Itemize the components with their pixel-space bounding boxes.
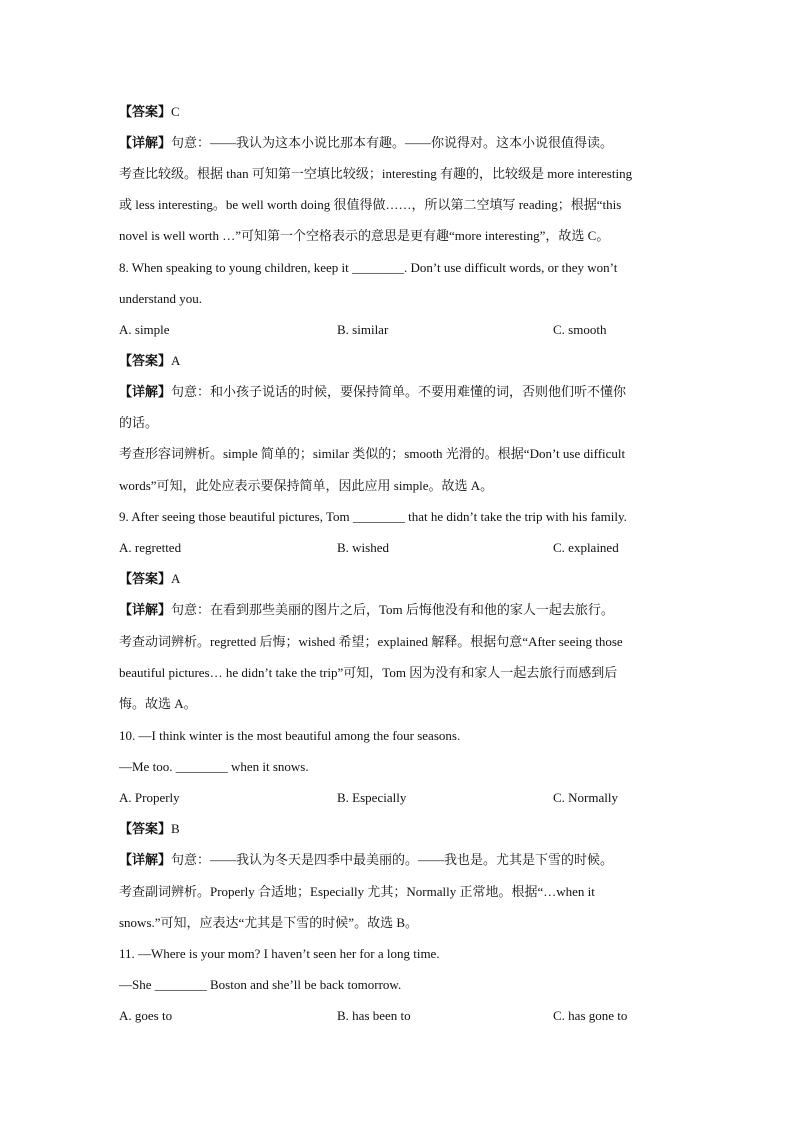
options-row-q8 — [0, 321, 794, 339]
option-c: C. Normally — [553, 790, 618, 805]
analysis-line: 或 less interesting。be well worth doing 很值得做……，所以第二空填写 reading；根据“this — [119, 197, 622, 212]
explain-tag: 【详解】 — [119, 852, 172, 867]
explain-tag: 【详解】 — [119, 384, 172, 399]
question-stem-q9: 9. After seeing those beautiful pictures, Tom ________ that he didn’t take the trip with his family. — [119, 509, 627, 524]
analysis-line: beautiful pictures… he didn’t take the trip”可知，Tom 因为没有和家人一起去旅行而感到后 — [119, 665, 618, 680]
options-row-q11 — [0, 1007, 794, 1025]
answer-value: B — [171, 821, 180, 836]
analysis-line: 考查动词辨析。regretted 后悔；wished 希望；explained 解释。根据句意“After seeing those — [119, 634, 623, 649]
analysis-line: 考查比较级。根据 than 可知第一空填比较级；interesting 有趣的，比较级是 more interesting — [119, 166, 633, 181]
answer-line-q7 — [119, 103, 180, 121]
answer-tag: 【答案】 — [119, 821, 172, 836]
explain-text: 句意：在看到那些美丽的图片之后，Tom 后悔他没有和他的家人一起去旅行。 — [171, 602, 614, 617]
explain-line-q10 — [119, 851, 613, 869]
explain-line-q9 — [119, 601, 614, 619]
explain-line-cont: 的话。 — [119, 415, 159, 430]
question-stem-q8-cont: understand you. — [119, 291, 203, 306]
answer-line-q8 — [119, 352, 180, 370]
option-a: A. simple — [119, 322, 170, 337]
option-c: C. has gone to — [553, 1008, 628, 1023]
answer-tag: 【答案】 — [119, 353, 172, 368]
explain-line-q7 — [119, 134, 613, 152]
analysis-line: novel is well worth …”可知第一个空格表示的意思是更有趣“more interesting”，故选 C。 — [119, 228, 610, 243]
option-b: B. has been to — [337, 1008, 411, 1023]
explain-tag: 【详解】 — [119, 602, 172, 617]
explain-text: 句意：和小孩子说话的时候，要保持简单。不要用难懂的词，否则他们听不懂你 — [171, 384, 627, 399]
option-b: B. similar — [337, 322, 389, 337]
analysis-line: 考查副词辨析。Properly 合适地；Especially 尤其；Normally 正常地。根据“…when it — [119, 884, 595, 899]
options-row-q9 — [0, 539, 794, 557]
question-stem-q10-cont: —Me too. ________ when it snows. — [119, 759, 309, 774]
question-stem-q8: 8. When speaking to young children, keep it ________. Don’t use difficult words, or they won’t — [119, 260, 618, 275]
options-row-q10 — [0, 789, 794, 807]
answer-tag: 【答案】 — [119, 104, 172, 119]
explain-text: 句意：——我认为冬天是四季中最美丽的。——我也是。尤其是下雪的时候。 — [171, 852, 614, 867]
option-b: B. Especially — [337, 790, 407, 805]
option-a: A. regretted — [119, 540, 182, 555]
option-c: C. smooth — [553, 322, 607, 337]
answer-value: C — [171, 104, 180, 119]
question-stem-q11: 11. —Where is your mom? I haven’t seen her for a long time. — [119, 946, 440, 961]
answer-line-q10 — [119, 820, 180, 838]
analysis-line: snows.”可知，应表达“尤其是下雪的时候”。故选 B。 — [119, 915, 418, 930]
answer-value: A — [171, 571, 181, 586]
question-stem-q10: 10. —I think winter is the most beautiful among the four seasons. — [119, 728, 461, 743]
answer-value: A — [171, 353, 181, 368]
explain-line-q8 — [119, 383, 626, 401]
answer-line-q9 — [119, 570, 180, 588]
option-b: B. wished — [337, 540, 389, 555]
explain-text: 句意：——我认为这本小说比那本有趣。——你说得对。这本小说很值得读。 — [171, 135, 614, 150]
option-a: A. Properly — [119, 790, 180, 805]
option-c: C. explained — [553, 540, 619, 555]
analysis-line: 考查形容词辨析。simple 简单的；similar 类似的；smooth 光滑的。根据“Don’t use difficult — [119, 446, 626, 461]
analysis-line: 悔。故选 A。 — [119, 696, 197, 711]
option-a: A. goes to — [119, 1008, 173, 1023]
question-stem-q11-cont: —She ________ Boston and she’ll be back tomorrow. — [119, 977, 402, 992]
answer-tag: 【答案】 — [119, 571, 172, 586]
explain-tag: 【详解】 — [119, 135, 172, 150]
analysis-line: words”可知，此处应表示要保持简单，因此应用 simple。故选 A。 — [119, 478, 494, 493]
